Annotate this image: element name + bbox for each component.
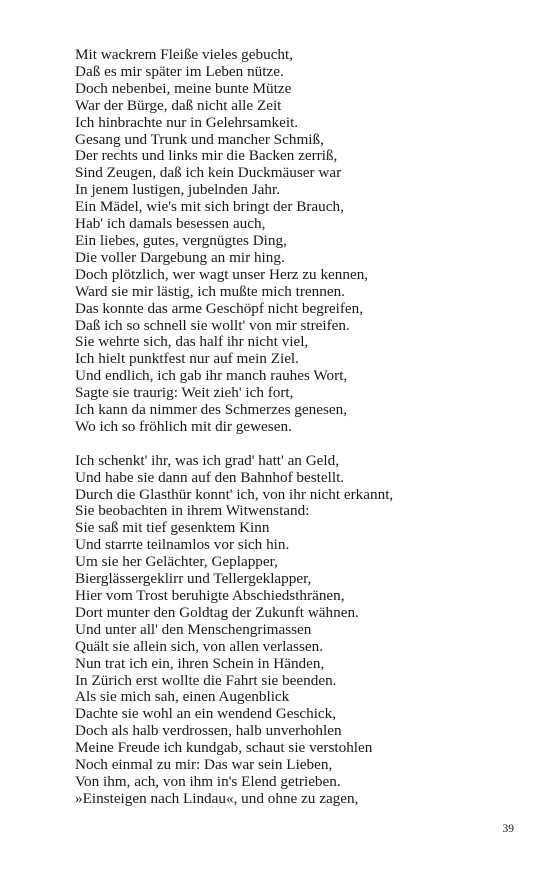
verse-line: Durch die Glasthür konnt' ich, von ihr nicht erkannt, bbox=[75, 485, 394, 503]
verse-line: Das konnte das arme Geschöpf nicht begreifen, bbox=[75, 299, 364, 317]
page-number: 39 bbox=[502, 823, 514, 835]
verse-line: Ich hielt punktfest nur auf mein Ziel. bbox=[75, 350, 299, 368]
verse-line: Hier vom Trost beruhigte Abschiedsthränen, bbox=[75, 586, 345, 604]
verse-line: In Zürich erst wollte die Fahrt sie beenden. bbox=[75, 671, 337, 689]
verse-line: Sie wehrte sich, das half ihr nicht viel, bbox=[75, 333, 309, 351]
verse-line: Dort munter den Goldtag der Zukunft wähnen. bbox=[75, 603, 359, 621]
stanza bbox=[75, 47, 515, 436]
verse-line: Ich kann da nimmer des Schmerzes genesen, bbox=[75, 401, 348, 419]
poem-text bbox=[75, 47, 515, 808]
verse-line: Gesang und Trunk und mancher Schmiß, bbox=[75, 130, 324, 148]
verse-line: Der rechts und links mir die Backen zerriß, bbox=[75, 147, 338, 165]
verse-line: Wo ich so fröhlich mit dir gewesen. bbox=[75, 417, 292, 435]
verse-line: Ich hinbrachte nur in Gelehrsamkeit. bbox=[75, 113, 299, 131]
verse-line: Ward sie mir lästig, ich mußte mich trennen. bbox=[75, 282, 345, 300]
verse-line: Dachte sie wohl an ein wendend Geschick, bbox=[75, 705, 337, 723]
verse-line: Als sie mich sah, einen Augenblick bbox=[75, 688, 290, 706]
verse-line: »Einsteigen nach Lindau«, und ohne zu zagen, bbox=[75, 789, 359, 807]
verse-line: Die voller Dargebung an mir hing. bbox=[75, 248, 285, 266]
verse-line: Meine Freude ich kundgab, schaut sie verstohlen bbox=[75, 739, 373, 757]
verse-line: Daß es mir später im Leben nütze. bbox=[75, 62, 284, 80]
verse-line: Und unter all' den Menschengrimassen bbox=[75, 620, 312, 638]
verse-line: Hab' ich damals besessen auch, bbox=[75, 215, 266, 233]
verse-line: Sagte sie traurig: Weit zieh' ich fort, bbox=[75, 384, 294, 402]
verse-line: Doch plötzlich, wer wagt unser Herz zu kennen, bbox=[75, 265, 369, 283]
verse-line: Doch als halb verdrossen, halb unverhohlen bbox=[75, 722, 342, 740]
verse-line: War der Bürge, daß nicht alle Zeit bbox=[75, 96, 282, 114]
verse-line: Von ihm, ach, von ihm in's Elend getrieben. bbox=[75, 772, 341, 790]
verse-line: In jenem lustigen, jubelnden Jahr. bbox=[75, 181, 280, 199]
verse-line: Mit wackrem Fleiße vieles gebucht, bbox=[75, 46, 294, 63]
verse-line: Und habe sie dann auf den Bahnhof bestellt. bbox=[75, 468, 345, 486]
verse-line: Doch nebenbei, meine bunte Mütze bbox=[75, 79, 292, 97]
verse-line: Ich schenkt' ihr, was ich grad' hatt' an Geld, bbox=[75, 451, 340, 469]
verse-line: Um sie her Gelächter, Geplapper, bbox=[75, 553, 278, 571]
stanza bbox=[75, 453, 515, 808]
verse-line: Ein liebes, gutes, vergnügtes Ding, bbox=[75, 231, 287, 249]
verse-line: Quält sie allein sich, von allen verlassen. bbox=[75, 637, 323, 655]
verse-line: Daß ich so schnell sie wollt' von mir streifen. bbox=[75, 316, 350, 334]
verse-line: Und starrte teilnamlos vor sich hin. bbox=[75, 536, 290, 554]
verse-line: Und endlich, ich gab ihr manch rauhes Wort, bbox=[75, 367, 348, 385]
verse-line: Ein Mädel, wie's mit sich bringt der Brauch, bbox=[75, 198, 344, 216]
verse-line: Noch einmal zu mir: Das war sein Lieben, bbox=[75, 756, 333, 774]
verse-line: Bierglässergeklirr und Tellergeklapper, bbox=[75, 570, 312, 588]
verse-line: Nun trat ich ein, ihren Schein in Händen, bbox=[75, 654, 325, 672]
verse-line: Sie saß mit tief gesenktem Kinn bbox=[75, 519, 270, 537]
verse-line: Sie beobachten in ihrem Witwenstand: bbox=[75, 502, 310, 520]
verse-line: Sind Zeugen, daß ich kein Duckmäuser war bbox=[75, 164, 342, 182]
